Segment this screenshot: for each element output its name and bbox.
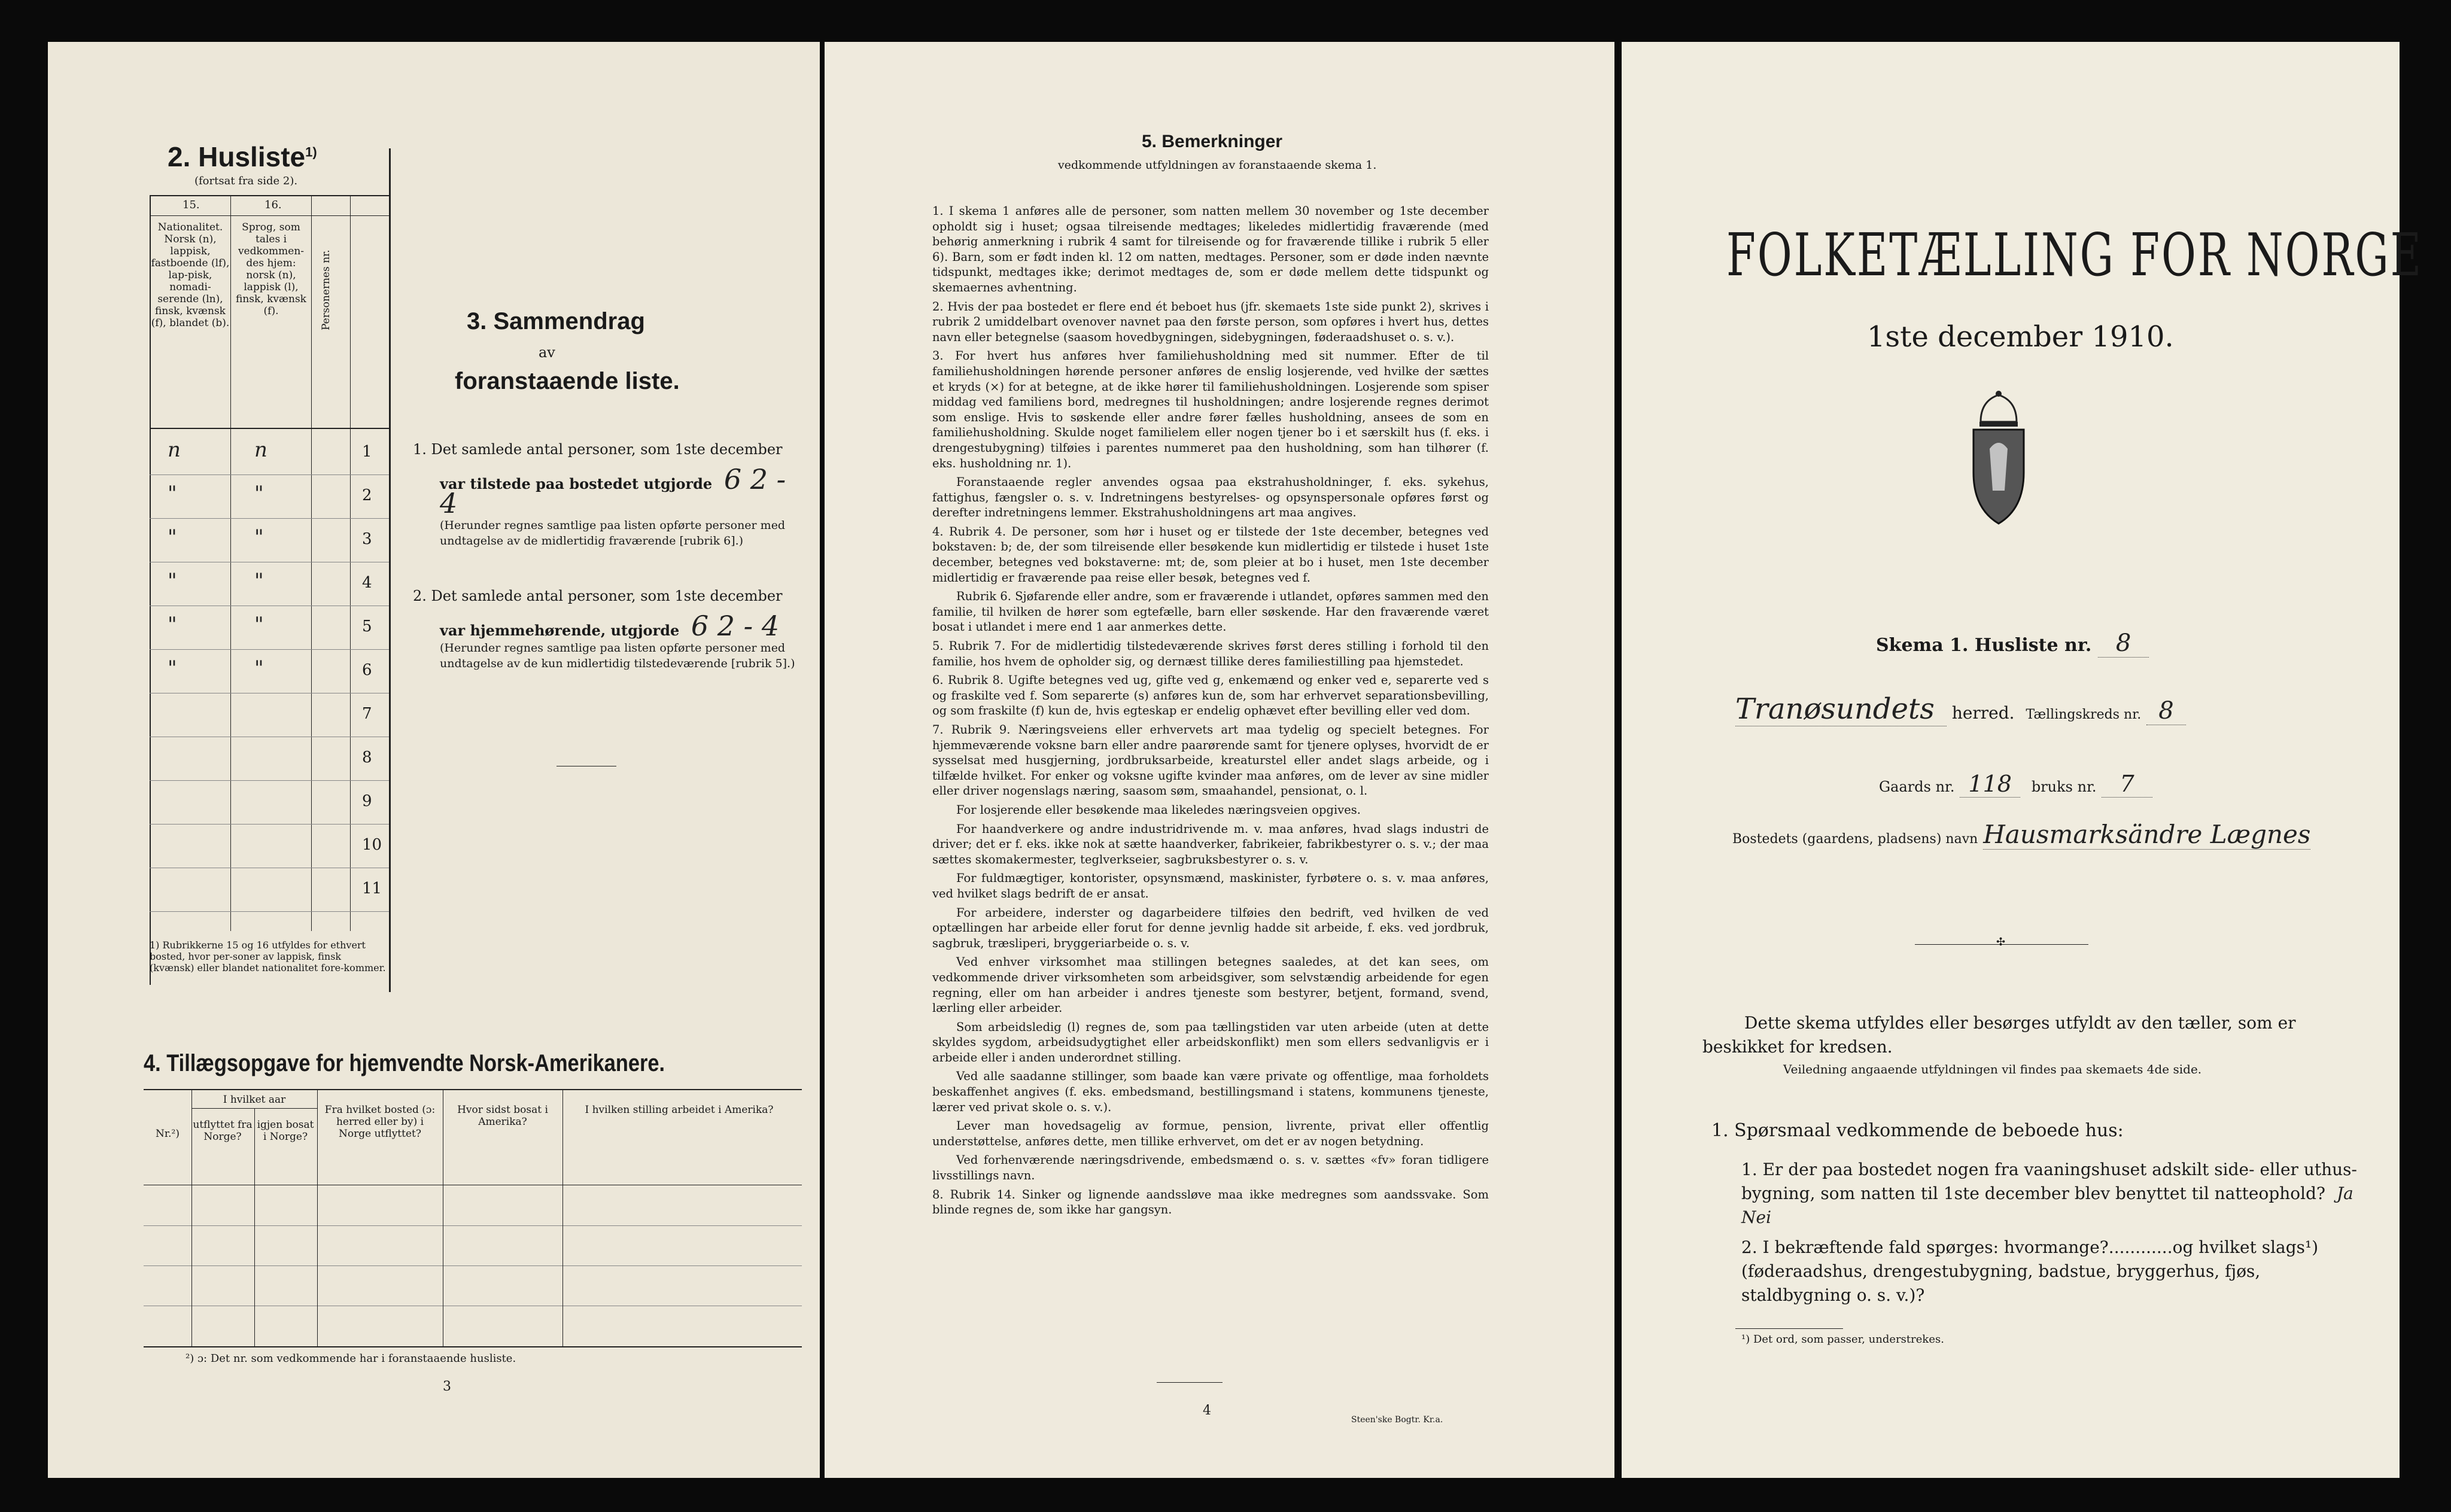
- herred-value: Tranøsundets: [1735, 692, 1947, 726]
- row-number: 6: [362, 661, 372, 679]
- page-right: [1622, 42, 2423, 1478]
- table4-header-work: I hvilken stilling arbeidet i Amerika?: [585, 1104, 774, 1116]
- nationality-value: ": [168, 482, 177, 506]
- section2-title: 2. Husliste$^{1)}$: [168, 141, 317, 172]
- table-row-divider: [150, 474, 389, 475]
- persons-number-header: Personernes nr.: [320, 250, 332, 331]
- table4-header-year: I hvilket aar: [223, 1094, 286, 1106]
- herred-line: Tranøsundets herred. Tællingskreds nr. 8: [1735, 697, 2370, 727]
- row-number: 11: [362, 880, 382, 898]
- summary-item-1: 1. Det samlede antal personer, som 1ste december var tilstede paa bostedet utgjorde 6 2 - 4 (Herunder regnes samtlige paa listen opførte personer med undtagelse av de midlertidig fraværende [rubrik 6].): [413, 440, 802, 549]
- col15-header: Nationalitet. Norsk (n), lappisk, fastboende (lf), lap-pisk, nomadi-serende (ln), finsk, kvænsk (f), blandet (b).: [151, 221, 230, 329]
- row-number: 4: [362, 574, 372, 592]
- col16-header: Sprog, som tales i vedkommen-des hjem: norsk (n), lappisk (l), finsk, kvænsk (f).: [236, 221, 306, 317]
- instruction-text: Dette skema utfyldes eller besørges utfyldt av den tæller, som er beskikket for kredsen.: [1702, 1013, 2296, 1057]
- gaards-line: Gaards nr. 118 bruks nr. 7: [1879, 772, 2152, 799]
- section4-title: 4. Tillægsopgave for hjemvendte Norsk-Amerikanere.: [144, 1050, 665, 1076]
- remark-paragraph: For arbeidere, inderster og dagarbeidere tilføies den bedrift, ved hvilken de ved optællingen har arbeide eller forut for denne jevnlig hadde sit arbeide, f. eks. ved jordbruk, sagbruk, træsliperi, bryggeriarbeide o. s. v.: [932, 905, 1489, 950]
- nationality-value: ": [168, 569, 177, 593]
- husliste-number-value: 8: [2098, 629, 2149, 658]
- row-number: 9: [362, 792, 372, 810]
- remark-paragraph: Lever man hovedsagelig av formue, pension, livrente, privat eller offentlig understøttelse, anføres dette, men tillike erhvervet, om det er av nogen betydning.: [932, 1119, 1489, 1148]
- row-number: 1: [362, 443, 372, 461]
- questions-title: 1. Spørsmaal vedkommende de beboede hus:: [1711, 1120, 2124, 1141]
- gaards-value: 118: [1960, 771, 2020, 798]
- table-row-divider: [150, 780, 389, 781]
- language-value: ": [254, 613, 264, 637]
- footnote-nationality: 1) Rubrikkerne 15 og 16 utfyldes for ethvert bosted, hvor per-soner av lappisk, finsk (kvænsk) eller blandet nationalitet fore-kommer.: [150, 939, 386, 973]
- section3-subtitle: foranstaaende liste.: [455, 368, 680, 394]
- question-2: 2. I bekræftende fald spørges: hvormange?............og hvilket slags¹) (føderaadshus, drengestubygning, badstue, bryggerhus, fjøs, staldbygning o. s. v.)?: [1741, 1237, 2319, 1305]
- remark-paragraph: 5. Rubrik 7. For de midlertidig tilstedeværende skrives først deres stilling i forhold til den familie, hos hvem de opholder sig, og dernæst tillike deres familiestilling paa hjemstedet.: [932, 639, 1489, 668]
- remark-paragraph: Ved forhenværende næringsdrivende, embedsmænd o. s. v. sættes «fv» foran tidligere livsstillings navn.: [932, 1153, 1489, 1183]
- resident-count-value: 6 2 - 4: [691, 610, 780, 642]
- remarks-subtitle: vedkommende utfyldningen av foranstaaende skema 1.: [1058, 159, 1377, 172]
- remark-paragraph: For losjerende eller besøkende maa likeledes næringsveien opgives.: [956, 802, 1361, 817]
- bruks-value: 7: [2102, 771, 2152, 798]
- bosted-value: Hausmarksändre Lægnes: [1983, 820, 2311, 849]
- census-title: FOLKETÆLLING FOR NORGE: [1726, 221, 2423, 290]
- nationality-value: ": [168, 656, 177, 680]
- row-number: 8: [362, 749, 372, 766]
- language-value: ": [254, 569, 264, 593]
- section3-av: av: [539, 344, 555, 361]
- table-row-divider: [150, 824, 389, 825]
- row-number: 7: [362, 705, 372, 723]
- language-value: ": [254, 482, 264, 506]
- kreds-value: 8: [2146, 697, 2185, 725]
- printer-mark: Steen'ske Bogtr. Kr.a.: [1351, 1415, 1443, 1425]
- table4-header-emigrated: utflyttet fra Norge?: [193, 1119, 253, 1143]
- remark-paragraph: 8. Rubrik 14. Sinker og lignende aandssløve maa ikke medregnes som aandssvake. Som blinde regnes de, som ikke har gangsyn.: [932, 1187, 1489, 1217]
- census-date: 1ste december 1910.: [1867, 320, 2174, 354]
- remarks-body: [932, 203, 1489, 1221]
- remark-paragraph: 1. I skema 1 anføres alle de personer, som natten mellem 30 november og 1ste december opholdt sig i huset; ogsaa tilreisende medtages; likeledes midlertidig fraværende (med behørig anmerkning i rubrik 4 samt for tilreisende og for fraværende tillike i rubrik 5 eller 6). Barn, som er født inden kl. 12 om natten, medtages. Personer, som er døde inden nævnte tidspunkt, medtages ikke; derimot medtages de, som er døde mellem dette tidspunkt og skemaernes avhentning.: [932, 204, 1489, 294]
- section3-title: 3. Sammendrag: [467, 308, 645, 334]
- page-middle: [825, 42, 1614, 1478]
- remark-paragraph: 6. Rubrik 8. Ugifte betegnes ved ug, gifte ved g, enkemænd og enker ved e, separerte ved s og fraskilte ved f. Som separerte (s) anføres kun de, som har erhvervet separationsbevilling, og som fraskilte (f) kun de, hvis egteskap er endelig ophævet efter bevilling eller ved dom.: [932, 673, 1489, 718]
- table4-header-returned: igjen bosat i Norge?: [257, 1119, 314, 1143]
- table4-header-nr: Nr.²): [156, 1128, 180, 1140]
- remark-paragraph: 3. For hvert hus anføres hver familiehusholdning med sit nummer. Efter de til familiehusholdningen hørende personer anføres de enslig losjerende, ved hvilke der sættes et kryds (×) for at betegne, at de ikke hører til familiehusholdningen. Losjerende som spiser middag ved familiens bord, medregnes til husholdningen; andre losjerende regnes derimot som enslige. Hvis to søskende eller andre fører fælles husholdning, ansees de som en familiehusholdning. Skulde noget familielem eller nogen tjener bo i et særskilt hus (f. eks. i drengestubygning) tilføies i parentes nummeret paa den husholdning, som han tilhører (f. eks. husholdning nr. 1).: [932, 349, 1489, 470]
- nationality-value: n: [168, 438, 181, 462]
- row-number: 5: [362, 617, 372, 635]
- present-count-value: 6 2 - 4: [440, 463, 786, 519]
- page-number-4: 4: [1203, 1403, 1211, 1418]
- language-value: ": [254, 656, 264, 680]
- section2-subtitle: (fortsat fra side 2).: [194, 175, 298, 187]
- remark-paragraph: Ved alle saadanne stillinger, som baade kan være private og offentlige, maa forholdets beskaffenhet angives (f. eks. embedsmand, bestillingsmand i statens, kommunens tjeneste, lærer ved privat skole o. s. v.).: [932, 1069, 1489, 1114]
- row-number: 2: [362, 486, 372, 504]
- language-value: n: [254, 438, 267, 462]
- summary-item-2: 2. Det samlede antal personer, som 1ste december var hjemmehørende, utgjorde 6 2 - 4 (Herunder regnes samtlige paa listen opførte personer med undtagelse av de kun midlertidig tilstedeværende [rubrik 5].): [413, 586, 802, 671]
- nationality-value: ": [168, 525, 177, 549]
- page-left: [48, 42, 820, 1478]
- summary-note-1: (Herunder regnes samtlige paa listen opførte personer med undtagelse av de midlertidig fraværende [rubrik 6].): [440, 519, 786, 547]
- table-row-divider: [150, 518, 389, 519]
- instruction-small: Veiledning angaaende utfyldningen vil findes paa skemaets 4de side.: [1783, 1062, 2202, 1076]
- remark-paragraph: Ved enhver virksomhet maa stillingen betegnes saaledes, at det kan sees, om vedkommende driver virksomheten som arbeidsgiver, som selvstændig arbeidende for egen regning, eller om han arbeider i andres tjeneste som bestyrer, betjent, formand, svend, lærling eller arbeider.: [932, 955, 1489, 1015]
- summary-note-2: (Herunder regnes samtlige paa listen opførte personer med undtagelse av de kun midlertidig tilstedeværende [rubrik 5].): [440, 641, 795, 670]
- table-row-divider: [150, 649, 389, 650]
- bosted-line: Bostedets (gaardens, pladsens) navn Hausmarksändre Lægnes: [1732, 820, 2311, 849]
- footnote-nr: ²) ɔ: Det nr. som vedkommende har i foranstaaende husliste.: [186, 1352, 516, 1365]
- language-value: ": [254, 525, 264, 549]
- row-number: 10: [362, 836, 382, 854]
- ornament-icon: ✣: [1996, 936, 2006, 948]
- nationality-value: ": [168, 613, 177, 637]
- table4-header-last: Hvor sidst bosat i Amerika?: [457, 1104, 548, 1128]
- remark-paragraph: 4. Rubrik 4. De personer, som hør i huset og er tilstede der 1ste december, betegnes ved bokstaven: b; de, der som tilreisende eller besøkende kun midlertidig er tilstede i huset 1ste december, betegnes ved bokstaverne: mt; de, som pleier at bo i huset, men 1ste december midlertidig er fraværende paa reise eller besøk, betegnes ved f.: [932, 524, 1489, 585]
- col16-number: 16.: [264, 199, 282, 211]
- row-number: 3: [362, 530, 372, 548]
- remark-paragraph: 7. Rubrik 9. Næringsveiens eller erhvervets art maa tydelig og specielt betegnes. For hjemmeværende voksne barn eller andre paarørende samt for tjenere oplyses, hvorvidt de er sysselsat med husgjerning, jordbruksarbeide, kreaturstel eller andet slags arbeide, og i tilfælde hvilket. For enker og voksne ugifte kvinder maa anføres, om de lever av sine midler eller driver nogenslags næring, saasom søm, smaahandel, pensionat, o. l.: [932, 723, 1489, 798]
- question-1-answer: Ja Nei: [1741, 1184, 2353, 1227]
- remark-paragraph: Som arbeidsledig (l) regnes de, som paa tællingstiden var uten arbeide (uten at dette skyldes sygdom, arbeidsudygtighet eller arbeidskonflikt) men som ellers sedvanligvis er i arbeide eller i anden underordnet stilling.: [932, 1020, 1489, 1064]
- remarks-title: 5. Bemerkninger: [1142, 132, 1283, 151]
- page-number-3: 3: [443, 1379, 451, 1394]
- table-row-divider: [150, 911, 389, 912]
- remark-paragraph: 2. Hvis der paa bostedet er flere end ét beboet hus (jfr. skemaets 1ste side punkt 2), skrives i rubrik 2 umiddelbart ovenover navnet paa den første person, som opføres i hvert hus, dettes navn eller betegnelse (saasom hovedbygningen, sidebygningen, føderaadshuset o. s. v.).: [932, 299, 1489, 344]
- col15-number: 15.: [183, 199, 200, 211]
- footnote-underline: ¹) Det ord, som passer, understrekes.: [1741, 1333, 1944, 1346]
- remark-paragraph: For haandverkere og andre industridrivende m. v. maa anføres, hvad slags industri de driver; det er f. eks. ikke nok at sætte haandverker, fabrikeier, fabrikbestyrer o. s. v.; der maa sættes skomakermester, teglverkseier, sagbruksbestyrer o. s. v.: [932, 822, 1489, 866]
- schema-label: Skema 1. Husliste nr. 8: [1876, 631, 2149, 658]
- remark-paragraph: Foranstaaende regler anvendes ogsaa paa ekstrahusholdninger, f. eks. sykehus, fattighus, fængsler o. s. v. Indretningens bestyrelses- og opsynspersonale opføres først og derefter indretningens lemmer. Ekstrahusholdningens art maa angives.: [932, 475, 1489, 520]
- remark-paragraph: For fuldmægtiger, kontorister, opsynsmænd, maskinister, fyrbøtere o. s. v. maa anføres, ved hvilket slags bedrift de er ansat.: [932, 871, 1489, 900]
- remark-paragraph: Rubrik 6. Sjøfarende eller andre, som er fraværende i utlandet, opføres sammen med den familie, til hvilken de hører som egtefælle, barn eller søskende. Har den fraværende været bosat i utlandet i mere end 1 aar anmerkes dette.: [932, 589, 1489, 634]
- question-1: 1. Er der paa bostedet nogen fra vaaningshuset adskilt side- eller uthus-bygning, som natten til 1ste december blev benyttet til natteophold? Ja Nei: [1741, 1160, 2357, 1227]
- coat-of-arms-icon: [1963, 389, 2035, 527]
- table4-header-from: Fra hvilket bosted (ɔ: herred eller by) i Norge utflyttet?: [324, 1104, 436, 1140]
